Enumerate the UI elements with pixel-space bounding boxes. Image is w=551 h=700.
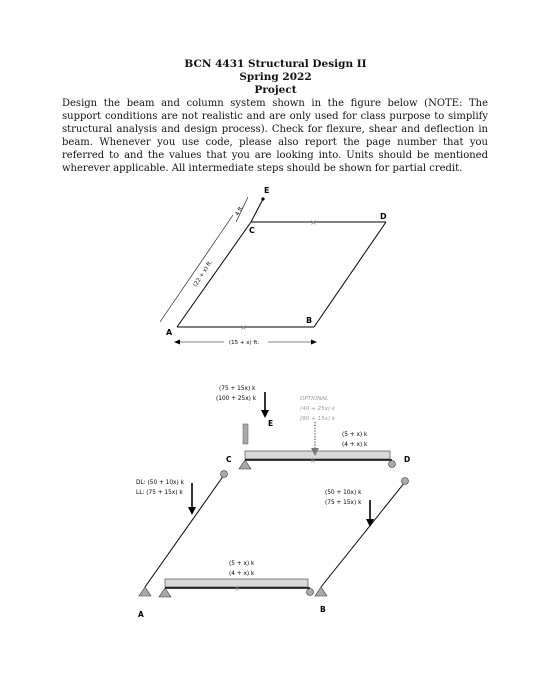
right-column-load-1: (50 + 10x) k [325, 490, 362, 496]
doc-title: Project [254, 84, 297, 96]
beam-CD-dist-2: (4 + x) k [342, 442, 368, 448]
dim-overhang: 4 ft. [234, 204, 246, 217]
course-title: BCN 4431 Structural Design II [184, 58, 367, 70]
dim-bottom: (15 + x) ft. [229, 340, 260, 346]
plan-label-E: E [264, 186, 270, 195]
optional-load-2: (90 + 15x) k [300, 416, 336, 422]
model-label-B: B [320, 605, 326, 614]
dim-arrow-left [174, 340, 180, 345]
beam-AB-dist-2: (4 + x) k [229, 571, 255, 577]
plan-overhang-CE [251, 199, 263, 222]
model-label-D: D [404, 455, 411, 464]
left-column-LL: LL: (75 + 15x) k [136, 490, 183, 496]
beam-AB-dist-1: (5 + x) k [229, 561, 255, 567]
plan-node-E [261, 197, 264, 200]
dim-arrow-right [311, 340, 317, 345]
plan-label-D: D [380, 212, 387, 221]
dim-left: (22 + x) ft. [192, 259, 215, 289]
roller-top-right-column [402, 478, 409, 485]
plan-label-B: B [306, 316, 313, 325]
plan-label-C: C [249, 226, 255, 235]
plan-view [160, 186, 387, 346]
pin-support-beam-AB-left [159, 588, 171, 597]
left-column-DL: DL: (50 + 10x) k [136, 480, 184, 486]
plan-centerline-mark-AB: × [240, 323, 247, 332]
pin-support-A [139, 587, 151, 596]
beam-CD-midmark: × [310, 457, 316, 465]
plan-centerline-mark-CD: × [310, 218, 317, 227]
roller-top-left-column [221, 471, 228, 478]
load-E-line1: (75 + 15x) k [219, 386, 256, 392]
dim-line-left [160, 215, 233, 322]
load-arrow-E-head [261, 410, 269, 418]
plan-edge-AC [177, 222, 251, 327]
plan-edge-BD [314, 222, 386, 327]
structural-model [136, 386, 410, 619]
right-column-load-2: (75 + 15x) k [325, 500, 362, 506]
beam-AB-midmark: × [234, 585, 240, 593]
left-column-load-head [188, 507, 196, 515]
plan-label-A: A [166, 328, 173, 337]
optional-label: OPTIONAL [300, 396, 329, 402]
model-label-A: A [138, 610, 144, 619]
roller-support-beam-AB-right [307, 589, 314, 596]
pin-support-C [239, 460, 251, 469]
column-B-D [321, 482, 405, 587]
load-E-line2: (100 + 25x) k [216, 396, 257, 402]
column-stub-C [243, 424, 248, 444]
beam-CD-dist-load-block [245, 451, 390, 459]
model-label-C: C [226, 455, 232, 464]
optional-load-1: (40 + 25x) k [300, 406, 336, 412]
model-label-E: E [268, 419, 274, 428]
instructions-paragraph: Design the beam and column system shown in the figure below (NOTE: The support conditions are not realistic and are only used for class purpose to simplify structural analysis and design process). Check for flexure, shear and deflection in beam. Whenever you use code, please also report the page number that you referred to and the values that you are looking into. Units should be mentioned wherever applicable. All intermediate steps should be shown for partial credit. [62, 98, 488, 174]
term: Spring 2022 [239, 71, 312, 83]
roller-support-D [389, 461, 396, 468]
pin-support-B [315, 587, 327, 596]
beam-CD-dist-1: (5 + x) k [342, 432, 368, 438]
